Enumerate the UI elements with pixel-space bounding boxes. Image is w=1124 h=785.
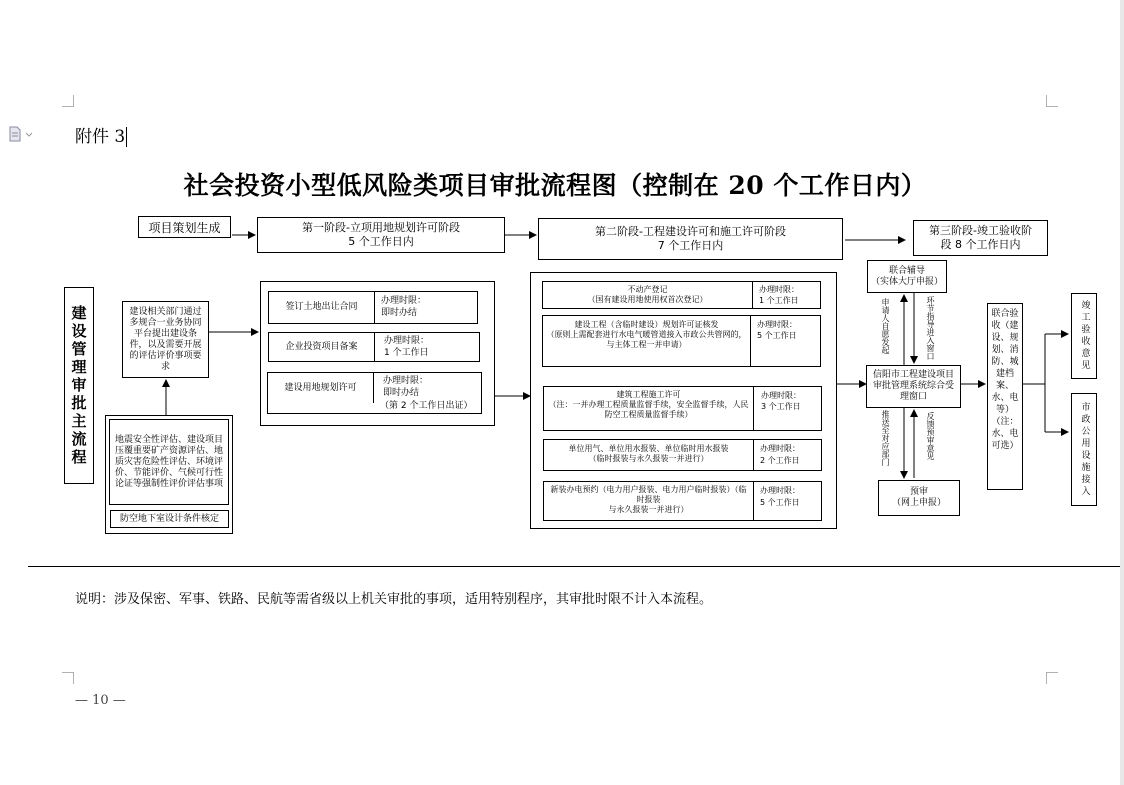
stage-3-title: 第三阶段-竣工验收阶 bbox=[929, 224, 1032, 237]
item-detail: 与永久报装一并进行） bbox=[608, 505, 689, 514]
stage-3-header bbox=[913, 220, 1048, 256]
stage-1-duration: 5 个工作日内 bbox=[348, 235, 414, 248]
item-detail: （原则上需配套进行水电气暖管道接入市政公共管网的，与主体工程一并申请） bbox=[546, 330, 747, 349]
item-note: （第 2 个工作日出证） bbox=[380, 401, 473, 411]
note-text: 说明：涉及保密、军事、铁路、民航等需省级以上机关审批的事项，适用特别程序，其审批时限不计入本流程。 bbox=[75, 592, 713, 607]
page-title: 社会投资小型低风险类项目审批流程图（控制在 20 个工作日内） bbox=[183, 171, 927, 200]
item-name: 企业投资项目备案 bbox=[269, 333, 375, 361]
stage-1-header bbox=[257, 217, 505, 253]
item-time-label: 办理时限： bbox=[383, 376, 429, 386]
item-time-label: 办理时限： bbox=[760, 486, 800, 495]
preapproval-subtitle: （网上申报） bbox=[891, 498, 946, 508]
stage-2-item-planning-permit bbox=[542, 315, 821, 367]
guidance-title: 联合辅导 bbox=[888, 265, 925, 276]
item-name: 单位用气、单位用水报装、单位临时用水报装 bbox=[568, 444, 729, 453]
stage-1-item-filing bbox=[268, 332, 480, 362]
acceptance-window-box: 信阳市工程建设项目审批管理系统综合受理窗口 bbox=[866, 365, 961, 408]
stage-1-item-land-planning bbox=[267, 372, 482, 414]
stage-1-item-land-contract bbox=[268, 291, 478, 324]
item-time: 5 个工作日 bbox=[757, 331, 797, 340]
stage-2-duration: 7 个工作日内 bbox=[657, 239, 724, 252]
item-time: 3 个工作日 bbox=[761, 402, 801, 411]
item-time-label: 办理时限： bbox=[761, 391, 801, 400]
side-text-lower-left: 推送至对应部门 bbox=[881, 410, 890, 466]
stage-1-title: 第一阶段-立项用地规划许可阶段 bbox=[302, 221, 460, 234]
item-detail: （注：一并办理工程质量监督手续，安全监督手续，人民防空工程质量监督手续） bbox=[548, 400, 749, 419]
item-time: 2 个工作日 bbox=[760, 456, 800, 465]
final-box-municipal-access: 市政公用设施接入 bbox=[1071, 393, 1097, 506]
stage-2-item-gas-water bbox=[543, 439, 822, 471]
side-text-lower-right: 反馈预审意见 bbox=[926, 412, 935, 460]
item-time: 5 个工作日 bbox=[760, 498, 800, 507]
item-time-label: 办理时限： bbox=[759, 285, 799, 294]
side-text-upper-left: 申请人自愿发起 bbox=[881, 298, 890, 354]
joint-acceptance-box: 联合验收（建设、规划、消防、城建档案、水、电等）（注：水、电可选） bbox=[987, 303, 1023, 490]
item-name: 建设用地规划许可 bbox=[284, 382, 357, 393]
item-time: 即时办结 bbox=[383, 388, 420, 398]
page-number: — 10 — bbox=[75, 693, 126, 708]
stage-2-item-electricity bbox=[543, 481, 822, 521]
vertical-scrollbar[interactable] bbox=[1120, 0, 1124, 785]
separator-line bbox=[28, 566, 1122, 567]
guidance-subtitle: （实体大厅申报） bbox=[870, 276, 943, 287]
final-box-completion-opinion: 竣工验收意见 bbox=[1071, 293, 1097, 379]
preapproval-box bbox=[878, 480, 960, 516]
civil-defense-box: 防空地下室设计条件核定 bbox=[110, 510, 229, 528]
item-name: 建设工程（含临时建设）规划许可证核发 bbox=[574, 320, 719, 329]
evaluation-box: 地震安全性评估、建设项目压覆重要矿产资源评估、地质灾害危险性评估、环境评价、节能评价、气候可行性论证等强制性评价评估事项 bbox=[109, 419, 229, 505]
item-detail: （临时报装与永久报装一并进行） bbox=[588, 454, 709, 463]
item-detail: （国有建设用地使用权首次登记） bbox=[587, 295, 708, 304]
start-box: 项目策划生成 bbox=[138, 216, 231, 238]
item-name: 建筑工程施工许可 bbox=[616, 390, 681, 399]
item-time-label: 办理时限： bbox=[757, 320, 797, 329]
side-text-upper-right: 环节指导进入窗口 bbox=[926, 296, 935, 360]
guidance-box bbox=[867, 260, 947, 293]
item-name: 新装办电预约（电力用户报装、电力用户临时报装）（临时报装 bbox=[550, 485, 747, 504]
stage-3-duration: 段 8 个工作日内 bbox=[940, 238, 1021, 251]
item-time: 1 个工作日 bbox=[759, 296, 799, 305]
item-time-label: 办理时限： bbox=[760, 444, 800, 453]
preapproval-title: 预审 bbox=[909, 487, 928, 497]
item-time: 1 个工作日 bbox=[384, 348, 429, 358]
attachment-label: 附件 3 bbox=[75, 127, 126, 147]
item-name: 不动产登记 bbox=[627, 285, 668, 294]
item-time: 即时办结 bbox=[381, 308, 418, 318]
item-time-label: 办理时限： bbox=[384, 336, 430, 346]
coordination-box: 建设相关部门通过多规合一业务协同平台提出建设条件，以及需要开展的评估评价事项要求 bbox=[122, 301, 209, 378]
stage-2-item-property bbox=[542, 281, 821, 309]
main-flow-label: 建设管理审批主流程 bbox=[64, 287, 94, 484]
item-time-label: 办理时限： bbox=[381, 296, 427, 306]
stage-2-item-construction-permit bbox=[543, 386, 822, 431]
stage-2-header bbox=[538, 218, 843, 260]
item-name: 签订土地出让合同 bbox=[269, 292, 375, 323]
stage-2-title: 第二阶段-工程建设许可和施工许可阶段 bbox=[595, 225, 786, 238]
